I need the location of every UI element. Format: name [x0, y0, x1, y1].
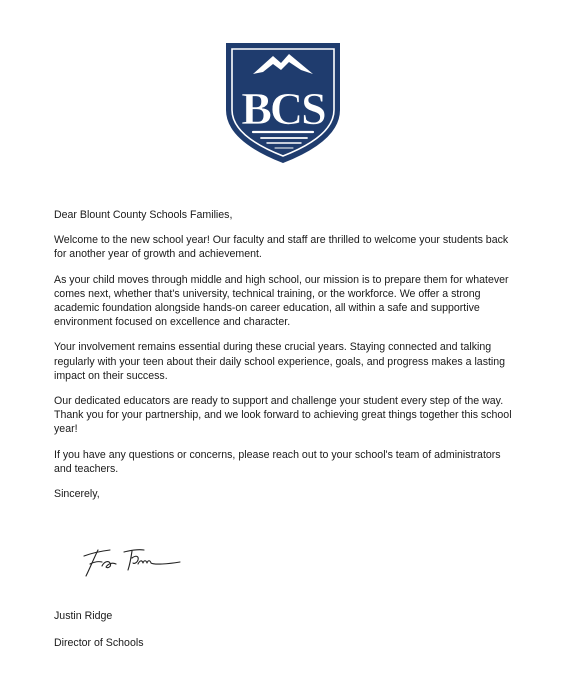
signer-name: Justin Ridge [54, 610, 113, 622]
bcs-shield-logo [223, 40, 343, 165]
letter-body [54, 208, 514, 512]
paragraph-questions: If you have any questions or concerns, please reach out to your school's team of administrators and teachers. [54, 448, 501, 475]
paragraph-welcome: Welcome to the new school year! Our faculty and staff are thrilled to welcome your students back for another year of growth and achievement. [54, 234, 509, 261]
salutation: Dear Blount County Schools Families, [54, 209, 233, 221]
signer-title: Director of Schools [54, 637, 144, 649]
paragraph-involvement: Your involvement remains essential during these crucial years. Staying connected and talking regularly with your teen about their daily school experience, goals, and progress makes a lasting impact on their success. [54, 341, 506, 382]
paragraph-educators: Our dedicated educators are ready to support and challenge your student every step of the way. Thank you for your partnership, and we look forward to achieving great things together this school year! [54, 395, 512, 436]
closing: Sincerely, [54, 488, 100, 501]
handwritten-signature [76, 538, 186, 584]
logo-text: BCS [241, 83, 325, 134]
paragraph-mission: As your child moves through middle and high school, our mission is to prepare them for whatever comes next, whether that's university, technical training, or the workforce. We offer a strong academic foundation alongside hands-on career education, all within a safe and supportive environment focused on excellence and character. [54, 273, 509, 329]
